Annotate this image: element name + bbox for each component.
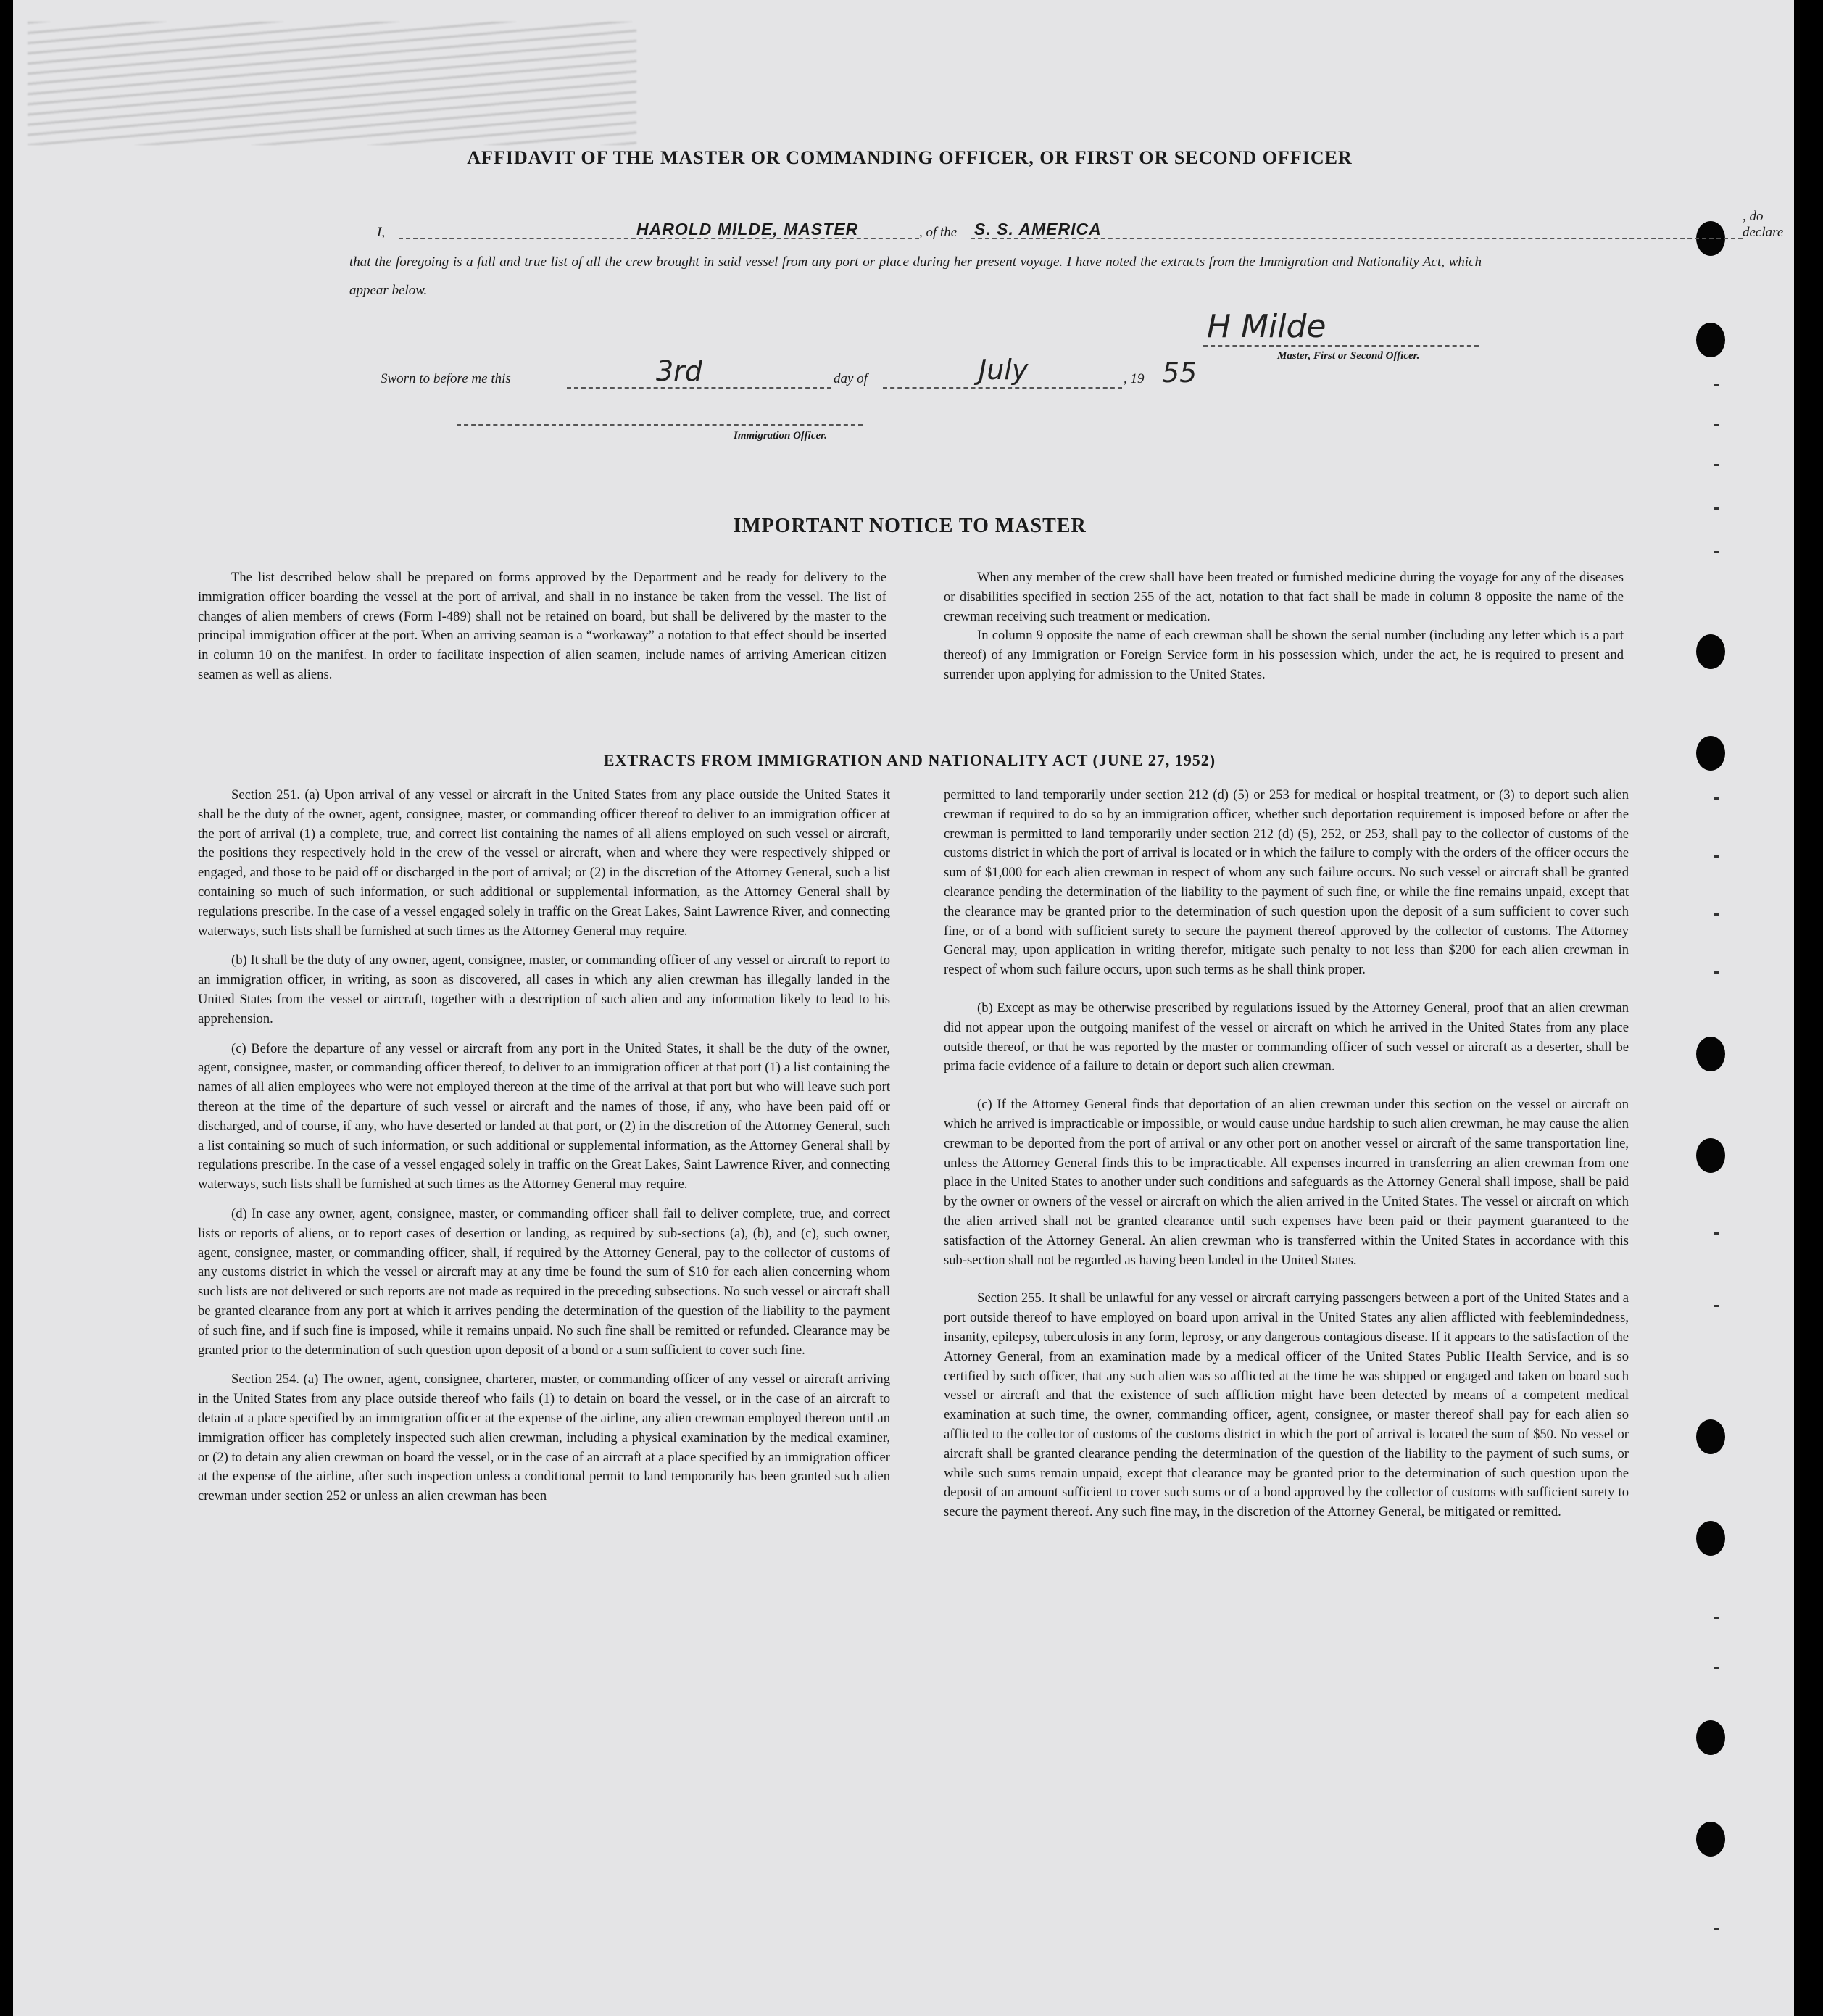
margin-tick (1714, 1305, 1719, 1307)
margin-tick (1714, 424, 1719, 426)
of-the-label: , of the (919, 225, 958, 240)
notice-right-column (944, 568, 1624, 685)
binder-hole (1696, 1037, 1725, 1071)
paper-damage-mark (28, 22, 636, 145)
notice-left-text: The list described below shall be prepared on forms approved by the Department and be ready for delivery to the immigration officer boarding the vessel at the port of arrival, and shall in no instance be taken from the vessel. The list of changes of alien members of crews (Form I-489) shall not be retained on board, but shall be delivered by the master to the principal immigration officer at the port. When an arriving seaman is a “workaway” a notation to that effect should be inserted in column 10 on the manifest. In order to facilitate inspection of alien seamen, include names of arriving American citizen seamen as well as aliens. (198, 570, 886, 682)
section-255: Section 255. It shall be unlawful for any vessel or aircraft carrying passengers between a port of the United States and a port outside thereof to have employed on board upon arrival in the United States any alien afflicted with feeblemindedness, insanity, epilepsy, tuberculosis in any form, leprosy, or any dangerous contagious disease. If it appears to the satisfaction of the Attorney General, from an examination made by a medical officer of the United States Public Health Service, and is so certified by such officer, that any such alien was so afflicted at the time he was shipped or engaged and taken on board such vessel or aircraft and that the existence of such affliction might have been detected by means of a competent medical examination at such time, the owner, commanding officer, agent, consignee, or master thereof shall pay for each alien so afflicted to the collector of customs of the customs district in which the port of arrival is located the sum of $50. No vessel or aircraft shall be granted clearance pending the determination of the question of the liability to the payment of such sums, or while such sums remain unpaid, except that clearance may be granted prior to the determination of such question upon the deposit of an amount sufficient to cover such sums or of a bond approved by the collector of customs with sufficient surety to secure the payment thereof. Any such fine may, in the discretion of the Attorney General, be mitigated or remitted. (944, 1290, 1629, 1520)
binder-hole (1696, 1822, 1725, 1857)
binder-hole (1696, 1720, 1725, 1755)
declaration-prefix: I, (377, 225, 386, 240)
affidavit-title: AFFIDAVIT OF THE MASTER OR COMMANDING OFFICER, OR FIRST OR SECOND OFFICER (467, 147, 1353, 168)
extracts-title: EXTRACTS FROM IMMIGRATION AND NATIONALITY ACT (JUNE 27, 1952) (603, 751, 1216, 769)
margin-tick (1714, 971, 1719, 974)
margin-tick (1714, 384, 1719, 386)
section-251-c: (c) Before the departure of any vessel or aircraft from any port in the United States, it shall be the duty of the owner, agent, consignee, master, or commanding officer thereof, to deliver to an immigration officer at that port (1) a list containing the names of all alien employees who were not employed thereon at the time of the arrival at that port but who will leave such port thereon at the time of the departure of such vessel or aircraft and the names of those, if any, who have been paid off or discharged, and of course, if any, who have deserted or landed at that port, or (2) in the discretion of the Attorney General, such a list containing so much of such information, or such additional or supplemental information, as the Attorney General shall by regulations prescribe. In the case of a vessel engaged solely in traffic on the Great Lakes, Saint Lawrence River, and connecting waterways, such lists shall be furnished at such times as the Attorney General may require. (198, 1040, 890, 1192)
extracts-left-column (198, 786, 890, 1506)
margin-tick (1714, 1232, 1719, 1235)
signature-label: Master, First or Second Officer. (1277, 350, 1420, 362)
notice-right-text-2: In column 9 opposite the name of each crewman shall be shown the serial number (including any letter which is a part thereof) of any Immigration or Foreign Service form in his possession which, under the act, he is required to present and surrender upon applying for admission to the United States. (944, 628, 1624, 682)
declaration-text: that the foregoing is a full and true list of all the crew brought in said vessel from any port or place during her present voyage. I have noted the extracts from the Immigration and Nationality Act, which appear below. (349, 254, 1482, 298)
margin-tick (1714, 1928, 1719, 1930)
sworn-day: 3rd (656, 355, 702, 387)
margin-tick (1714, 1667, 1719, 1669)
do-declare-label: , do declare (1743, 209, 1784, 240)
margin-tick (1714, 855, 1719, 858)
section-254-c: (c) If the Attorney General finds that deportation of an alien crewman under this section on the vessel or aircraft on which he arrived is impracticable or impossible, or would cause undue hardship to such alien crewman, he may cause the alien crewman to be deported from the port of arrival or any other port on another vessel or aircraft of the same transportation line, unless the Attorney General finds this to be impracticable. All expenses incurred in transferring an alien crewman from one place in the United States to another under such conditions and safeguards as the Attorney General shall impose, shall be paid by the owner or owners of the vessel or aircraft on which the alien arrived in the United States. The vessel or aircraft on which the alien arrived shall not be granted clearance until such expenses have been paid or their payment guaranteed to the satisfaction of the Attorney General. An alien crewman who is transferred within the United States in accordance with this sub-section shall not be regarded as having been landed in the United States. (944, 1097, 1629, 1268)
extracts-right-column (944, 786, 1629, 1522)
binder-hole (1696, 1419, 1725, 1454)
officer-underline (457, 424, 863, 426)
sworn-year: 55 (1162, 357, 1197, 389)
margin-tick (1714, 464, 1719, 466)
section-254-a: Section 254. (a) The owner, agent, consignee, charterer, master, or commanding officer of any vessel or aircraft arriving in the United States from any place outside thereof who fails (1) to detain on board the vessel, or in the case of an aircraft to detain at a place specified by an immigration officer at the expense of the airline, any alien crewman employed thereon until an immigration officer has completely inspected such alien crewman, including a physical examination by the medical examiner, or (2) to detain any alien crewman on board the vessel, or in the case of an aircraft at a place specified by an immigration officer at the expense of the airline, after such inspection unless a conditional permit to land temporarily has been granted such alien crewman under section 252 or unless an alien crewman has been (198, 1372, 890, 1504)
section-251-b: (b) It shall be the duty of any owner, agent, consignee, master, or commanding officer of any vessel or aircraft to report to an immigration officer, in writing, as soon as discovered, all cases in which any alien crewman has illegally landed in the United States from the vessel or aircraft, together with a description of such alien and any information likely to lead to his apprehension. (198, 953, 890, 1026)
declaration-line (349, 209, 1784, 245)
sworn-prefix: Sworn to before me this (381, 371, 511, 386)
month-underline (883, 387, 1122, 389)
binder-hole (1696, 634, 1725, 669)
margin-tick (1714, 913, 1719, 916)
notice-right-text-1: When any member of the crew shall have been treated or furnished medicine during the voyage for any of the diseases or disabilities specified in section 255 of the act, notation to that fact shall be made in column 8 opposite the name of the crewman receiving such treatment or medication. (944, 570, 1624, 624)
signature-underline (1203, 345, 1479, 347)
notice-left-column (198, 568, 886, 685)
section-251-a: Section 251. (a) Upon arrival of any vessel or aircraft in the United States from any place outside the United States it shall be the duty of the owner, agent, consignee, master, or commanding officer thereof to deliver to an immigration officer at the port of arrival (1) a complete, true, and correct list containing the names of all aliens employed on such vessel or aircraft, the positions they respectively hold in the crew of the vessel or aircraft, when and where they were respectively shipped or engaged, and those to be paid off or discharged in the port of arrival; or (2) in the discretion of the Attorney General, such a list containing so much of such information, or such additional or supplemental information, as the Attorney General shall by regulations prescribe. In the case of a vessel engaged solely in traffic on the Great Lakes, Saint Lawrence River, and connecting waterways, such lists shall be furnished at such times as the Attorney General may require. (198, 787, 890, 939)
section-251-d: (d) In case any owner, agent, consignee, master, or commanding officer shall fail to deliver complete, true, and correct lists or reports of aliens, or to report cases of desertion or landing, as required by sub-sections (a), (b), and (c), such owner, agent, consignee, master, or commanding officer, shall, if required by the Attorney General, pay to the collector of customs of any customs district in which the vessel or aircraft may at any time be found the sum of $10 for each alien concerning whom such lists are not delivered or such reports are not made as required in the preceding subsections. No such vessel or aircraft shall be granted clearance from any port at which it arrives pending the determination of the question of the liability to the payment of such fine, and if such fine is imposed, while it remains unpaid. No such fine shall be remitted or refunded. Clearance may be granted prior to the determination of such question upon deposit of a bond or a sum sufficient to cover such fine. (198, 1206, 890, 1358)
margin-tick (1714, 551, 1719, 553)
margin-tick (1714, 1617, 1719, 1619)
section-254-b: (b) Except as may be otherwise prescribed by regulations issued by the Attorney General, proof that an alien crewman did not appear upon the outgoing manifest of the vessel or aircraft on which he arrived in the United States from any place outside thereof, or that he was reported by the master or commanding officer of such vessel or aircraft as a deserter, shall be prima facie evidence of a failure to detain or deport such alien crewman. (944, 1000, 1629, 1074)
sworn-month: July (979, 354, 1029, 386)
binder-hole (1696, 323, 1725, 357)
vessel-name: S. S. AMERICA (974, 220, 1102, 238)
margin-tick (1714, 507, 1719, 510)
margin-tick (1714, 797, 1719, 800)
officer-label: Immigration Officer. (734, 430, 827, 441)
master-name: HAROLD MILDE, MASTER (636, 220, 859, 238)
binder-hole (1696, 1138, 1725, 1173)
notice-title: IMPORTANT NOTICE TO MASTER (733, 515, 1087, 537)
year-prefix: , 19 (1124, 371, 1145, 386)
binder-hole (1696, 1521, 1725, 1556)
day-of-label: day of (834, 371, 868, 386)
day-underline (567, 387, 831, 389)
section-254-a-continued: permitted to land temporarily under section 212 (d) (5) or 253 for medical or hospital treatment, or (3) to deport such alien crewman if required to do so by an immigration officer, whether such deportation requirement is imposed before or after the crewman is permitted to land temporarily under section 212 (d) (5), 252, or 253, shall pay to the collector of customs of the customs district in which the port of arrival is located or in which the failure to comply with the orders of the officer occurs the sum of $1,000 for each alien crewman in respect of whom any such failure occurs. No such vessel or aircraft shall be granted clearance pending the determination of the liability to the payment of such fine, or while the fine remains unpaid, except that the clearance may be granted prior to the determination of such question upon the deposit of a sum sufficient to cover such fine, or of a bond with sufficient surety to secure the payment thereof approved by the collector of customs. The Attorney General may, upon application in writing therefor, mitigate such penalty to not less than $200 for each alien crewman in respect of whom such failure occurs, upon such terms as he shall think proper. (944, 787, 1629, 978)
master-signature: H Milde (1207, 308, 1326, 345)
